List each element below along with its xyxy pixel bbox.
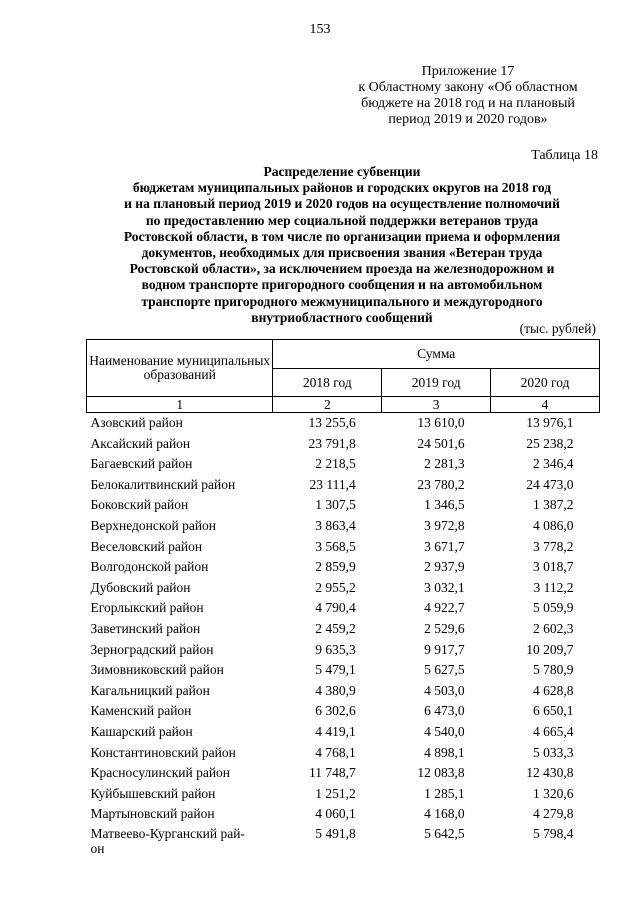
- value-2019: 12 083,8: [417, 765, 465, 781]
- municipality-name: Волгодонской район: [90, 559, 209, 575]
- page-number: 153: [309, 22, 331, 37]
- value-2019: 3 032,1: [424, 579, 465, 595]
- value-2019: 24 501,6: [417, 435, 465, 451]
- municipality-name: Матвеево-Курганский рай- он: [90, 825, 245, 856]
- value-2020: 5 059,9: [533, 600, 574, 616]
- appendix-reference: [338, 64, 598, 128]
- value-2020: 2 346,4: [533, 456, 574, 472]
- document-title: [82, 164, 602, 326]
- table-row: [87, 454, 600, 475]
- municipality-name: Дубовский район: [90, 579, 191, 595]
- table-row: [87, 681, 600, 702]
- value-2019: 6 473,0: [424, 703, 465, 719]
- municipality-name: Зимовниковский район: [90, 662, 224, 678]
- title-line: Ростовской области, в том числе по организации приема и оформления: [123, 228, 561, 244]
- value-2018: 4 768,1: [315, 744, 356, 760]
- table-row: [87, 578, 600, 599]
- municipality-name: Кагальницкий район: [90, 682, 210, 698]
- appendix-line: бюджете на 2018 год и на плановый: [361, 96, 575, 111]
- subvention-table: [86, 339, 600, 860]
- title-line: водном транспорте пригородного сообщения и на автомобильном: [141, 277, 543, 293]
- value-2019: 5 627,5: [424, 662, 465, 678]
- value-2018: 2 955,2: [315, 579, 356, 595]
- value-2018: 4 419,1: [315, 723, 356, 739]
- value-2019: 3 671,7: [424, 538, 465, 554]
- value-2020: 5 033,3: [533, 744, 574, 760]
- title-line: документов, необходимых для присвоения звания «Ветеран труда: [141, 245, 543, 261]
- value-2020: 6 650,1: [533, 703, 574, 719]
- table-row: [87, 598, 600, 619]
- value-2018: 23 791,8: [308, 435, 356, 451]
- table-row: [87, 722, 600, 743]
- municipality-name: Багаевский район: [90, 456, 193, 472]
- value-2018: 5 491,8: [315, 825, 356, 841]
- value-2018: 3 863,4: [315, 517, 356, 533]
- value-2018: 1 307,5: [315, 497, 356, 513]
- value-2018: 23 111,4: [309, 476, 356, 492]
- value-2019: 4 898,1: [424, 744, 465, 760]
- title-line: по предоставлению мер социальной поддержки ветеранов труда: [145, 212, 539, 228]
- title-line: транспорте пригородного межмуниципального и междугородного: [141, 293, 543, 309]
- value-2018: 4 060,1: [315, 806, 356, 822]
- value-2019: 3 972,8: [424, 517, 465, 533]
- table-body: [87, 413, 600, 860]
- municipality-name: Веселовский район: [90, 538, 203, 554]
- municipality-name: Красносулинский район: [90, 765, 231, 781]
- table-row: [87, 660, 600, 681]
- value-2019: 4 503,0: [424, 682, 465, 698]
- value-2020: 25 238,2: [526, 435, 574, 451]
- value-2019: 1 285,1: [424, 785, 465, 801]
- municipality-name: Заветинский район: [90, 620, 201, 636]
- value-2020: 3 018,7: [533, 559, 574, 575]
- value-2020: 10 209,7: [526, 641, 574, 657]
- table-row: [87, 701, 600, 722]
- title-line: Распределение субвенции: [263, 164, 421, 179]
- appendix-line: к Областному закону «Об областном: [358, 80, 578, 95]
- value-2020: 4 279,8: [533, 806, 574, 822]
- value-2020: 5 798,4: [533, 825, 574, 841]
- value-2020: 3 112,2: [533, 579, 574, 595]
- value-2018: 3 568,5: [315, 538, 356, 554]
- table-row: [87, 619, 600, 640]
- appendix-line: период 2019 и 2020 годов»: [388, 112, 548, 127]
- value-2019: 4 540,0: [424, 723, 465, 739]
- table-row: [87, 495, 600, 516]
- value-2018: 6 302,6: [315, 703, 356, 719]
- table-row: [87, 743, 600, 764]
- value-2020: 12 430,8: [526, 765, 574, 781]
- appendix-line: Приложение 17: [421, 64, 515, 79]
- header-sum: Сумма: [273, 340, 600, 369]
- value-2018: 1 251,2: [315, 785, 356, 801]
- municipality-name: Каменский район: [90, 703, 192, 719]
- table-row: [87, 784, 600, 805]
- column-number: 1: [87, 397, 273, 413]
- municipality-name: Верхнедонской район: [90, 517, 217, 533]
- table-row: [87, 557, 600, 578]
- table-row: [87, 825, 600, 860]
- value-2018: 2 218,5: [315, 456, 356, 472]
- value-2020: 1 387,2: [533, 497, 574, 513]
- table-row: [87, 413, 600, 434]
- value-2018: 11 748,7: [309, 765, 356, 781]
- table-label: Таблица 18: [531, 148, 598, 163]
- units-label: (тыс. рублей): [519, 321, 596, 336]
- value-2019: 1 346,5: [424, 497, 465, 513]
- municipality-name: Кашарский район: [90, 723, 193, 739]
- value-2020: 4 665,4: [533, 723, 574, 739]
- value-2020: 2 602,3: [533, 620, 574, 636]
- table-row: [87, 516, 600, 537]
- value-2018: 4 380,9: [315, 682, 356, 698]
- header-year: 2020 год: [491, 369, 600, 397]
- municipality-name: Мартыновский район: [90, 806, 215, 822]
- value-2019: 4 922,7: [424, 600, 465, 616]
- value-2020: 13 976,1: [526, 415, 574, 430]
- value-2018: 5 479,1: [315, 662, 356, 678]
- value-2018: 2 459,2: [315, 620, 356, 636]
- value-2020: 3 778,2: [533, 538, 574, 554]
- municipality-name: Боковский район: [90, 497, 189, 513]
- value-2018: 13 255,6: [308, 415, 356, 430]
- table-row: [87, 537, 600, 558]
- table-row: [87, 434, 600, 455]
- value-2018: 9 635,3: [315, 641, 356, 657]
- title-line: внутриобластного сообщений: [251, 309, 433, 325]
- column-number: 3: [382, 397, 491, 413]
- table-row: [87, 804, 600, 825]
- value-2020: 5 780,9: [533, 662, 574, 678]
- value-2019: 2 529,6: [424, 620, 465, 636]
- title-line: бюджетам муниципальных районов и городских округов на 2018 год: [132, 180, 552, 196]
- table-row: [87, 640, 600, 661]
- table-row: [87, 763, 600, 784]
- municipality-name: Константиновский район: [90, 744, 236, 760]
- value-2020: 4 628,8: [533, 682, 574, 698]
- value-2018: 2 859,9: [315, 559, 356, 575]
- header-year: 2019 год: [382, 369, 491, 397]
- municipality-name: Азовский район: [90, 415, 183, 430]
- table-row: [87, 475, 600, 496]
- municipality-name: Куйбышевский район: [90, 785, 216, 801]
- value-2020: 1 320,6: [533, 785, 574, 801]
- value-2019: 5 642,5: [424, 825, 465, 841]
- municipality-name: Егорлыкский район: [90, 600, 204, 616]
- value-2019: 13 610,0: [417, 415, 465, 430]
- value-2019: 2 937,9: [424, 559, 465, 575]
- column-number: 2: [273, 397, 382, 413]
- value-2019: 2 281,3: [424, 456, 465, 472]
- value-2019: 9 917,7: [424, 641, 465, 657]
- municipality-name: Белокалитвинский район: [90, 476, 236, 492]
- header-name: Наименование муниципальных образований: [87, 340, 273, 397]
- value-2019: 4 168,0: [424, 806, 465, 822]
- title-line: и на плановый период 2019 и 2020 годов на осуществление полномочий: [124, 196, 560, 212]
- header-year: 2018 год: [273, 369, 382, 397]
- title-line: Ростовской области», за исключением проезда на железнодорожном и: [129, 261, 555, 277]
- municipality-name: Аксайский район: [90, 435, 191, 451]
- value-2018: 4 790,4: [315, 600, 356, 616]
- column-number: 4: [491, 397, 600, 413]
- value-2020: 24 473,0: [526, 476, 574, 492]
- value-2019: 23 780,2: [417, 476, 465, 492]
- municipality-name: Зерноградский район: [90, 641, 214, 657]
- value-2020: 4 086,0: [533, 517, 574, 533]
